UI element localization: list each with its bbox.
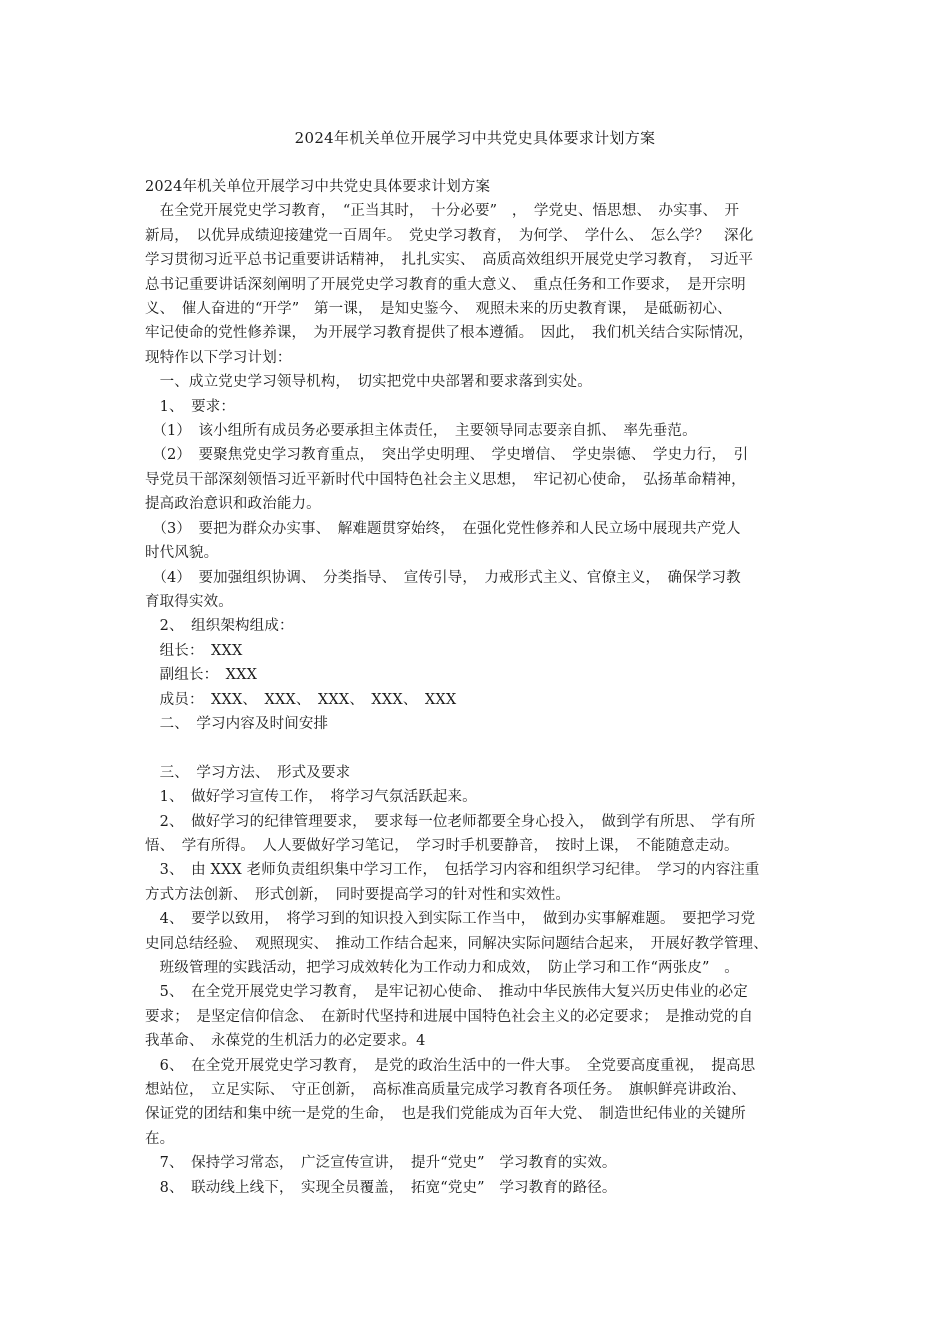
body-line: 保证党的团结和集中统一是党的生命， 也是我们党能成为百年大党、 制造世纪伟业的关键所	[145, 1106, 746, 1123]
body-line: 二、 学习内容及时间安排	[145, 715, 329, 732]
body-line: 牢记使命的党性修养课， 为开展学习教育提供了根本遵循。 因此， 我们机关结合实际情况，	[145, 325, 754, 342]
body-line: 史同总结经验、 观照现实、 推动工作结合起来，同解决实际问题结合起来， 开展好教学管理、	[145, 935, 768, 952]
body-line: 我革命、 永葆党的生机活力的必定要求。4	[145, 1033, 426, 1050]
body-line: 悟、 学有所得。 人人要做好学习笔记， 学习时手机要静音， 按时上课， 不能随意走动。	[145, 837, 739, 854]
body-line: 义、 催人奋进的“开学” 第一课， 是知史鉴今、 观照未来的历史教育课， 是砥砺初心、	[145, 301, 732, 318]
body-line: 导党员干部深刻领悟习近平新时代中国特色社会主义思想， 牢记初心使命， 弘扬革命精神，	[145, 471, 746, 488]
body-line: 8、 联动线上线下， 实现全员覆盖， 拓宽“党史” 学习教育的路径。	[145, 1179, 617, 1196]
body-line: 2024年机关单位开展学习中共党史具体要求计划方案	[145, 179, 491, 195]
body-line: 4、 要学以致用， 将学习到的知识投入到实际工作当中， 做到办实事解难题。 要把学习党	[145, 911, 756, 928]
body-line: 2、 做好学习的纪律管理要求， 要求每一位老师都要全身心投入， 做到学有所思、 学有所	[145, 813, 756, 830]
body-line: 副组长： XXX	[145, 667, 258, 684]
body-line: 6、 在全党开展党史学习教育， 是党的政治生活中的一件大事。 全党要高度重视， 提高思	[145, 1057, 756, 1074]
body-line: 育取得实效。	[145, 593, 233, 610]
document-title: 2024年机关单位开展学习中共党史具体要求计划方案	[294, 129, 656, 147]
body-line: （1） 该小组所有成员务必要承担主体责任， 主要领导同志要亲自抓、 率先垂范。	[145, 423, 697, 440]
body-line: （3） 要把为群众办实事、 解难题贯穿始终， 在强化党性修养和人民立场中展现共产党人	[145, 520, 741, 537]
body-line: 一、成立党史学习领导机构， 切实把党中央部署和要求落到实处。	[145, 374, 592, 391]
body-line: 在。	[145, 1130, 175, 1147]
body-line: 3、 由 XXX 老师负责组织集中学习工作， 包括学习内容和组织学习纪律。 学习的内容注重	[145, 862, 760, 879]
body-line: 方式方法创新、 形式创新， 同时要提高学习的针对性和实效性。	[145, 886, 570, 903]
body-line: 现特作以下学习计划：	[145, 349, 292, 366]
body-line: 学习贯彻习近平总书记重要讲话精神， 扎扎实实、 高质高效组织开展党史学习教育， 习近平	[145, 252, 754, 269]
body-line: 三、 学习方法、 形式及要求	[145, 764, 351, 781]
body-line: 7、 保持学习常态， 广泛宣传宣讲， 提升“党史” 学习教育的实效。	[145, 1155, 617, 1172]
body-line: 总书记重要讲话深刻阐明了开展党史学习教育的重大意义、 重点任务和工作要求， 是开宗明	[145, 276, 746, 293]
body-line: 组长： XXX	[145, 642, 243, 659]
body-line: （2） 要聚焦党史学习教育重点， 突出学史明理、 学史增信、 学史崇德、 学史力行， 引	[145, 447, 749, 464]
body-line: 班级管理的实践活动，把学习成效转化为工作动力和成效， 防止学习和工作“两张皮” 。	[145, 959, 739, 976]
body-line: 成员： XXX、 XXX、 XXX、 XXX、 XXX	[145, 691, 457, 708]
body-line: 提高政治意识和政治能力。	[145, 496, 321, 513]
body-line: 要求； 是坚定信仰信念、 在新时代坚持和进展中国特色社会主义的必定要求； 是推动党的自	[145, 1008, 754, 1025]
body-line: 2、 组织架构组成：	[145, 618, 294, 635]
body-line: 在全党开展党史学习教育， “正当其时， 十分必要” ， 学党史、悟思想、 办实事、 开	[145, 203, 740, 220]
body-line: 5、 在全党开展党史学习教育， 是牢记初心使命、 推动中华民族伟大复兴历史伟业的必定	[145, 984, 748, 1001]
body-line: 时代风貌。	[145, 545, 219, 562]
body-line: 1、 做好学习宣传工作， 将学习气氛活跃起来。	[145, 789, 477, 806]
body-line: 新局， 以优异成绩迎接建党一百周年。 党史学习教育， 为何学、 学什么、 怎么学？ 深化	[145, 227, 754, 244]
body-line	[145, 736, 815, 760]
body-line: 想站位， 立足实际、 守正创新， 高标准高质量完成学习教育各项任务。 旗帜鲜亮讲政治、	[145, 1082, 746, 1099]
document-body	[145, 175, 815, 1200]
body-line: （4） 要加强组织协调、 分类指导、 宣传引导， 力戒形式主义、官僚主义， 确保学习教	[145, 569, 741, 586]
body-line: 1、 要求：	[145, 398, 236, 415]
